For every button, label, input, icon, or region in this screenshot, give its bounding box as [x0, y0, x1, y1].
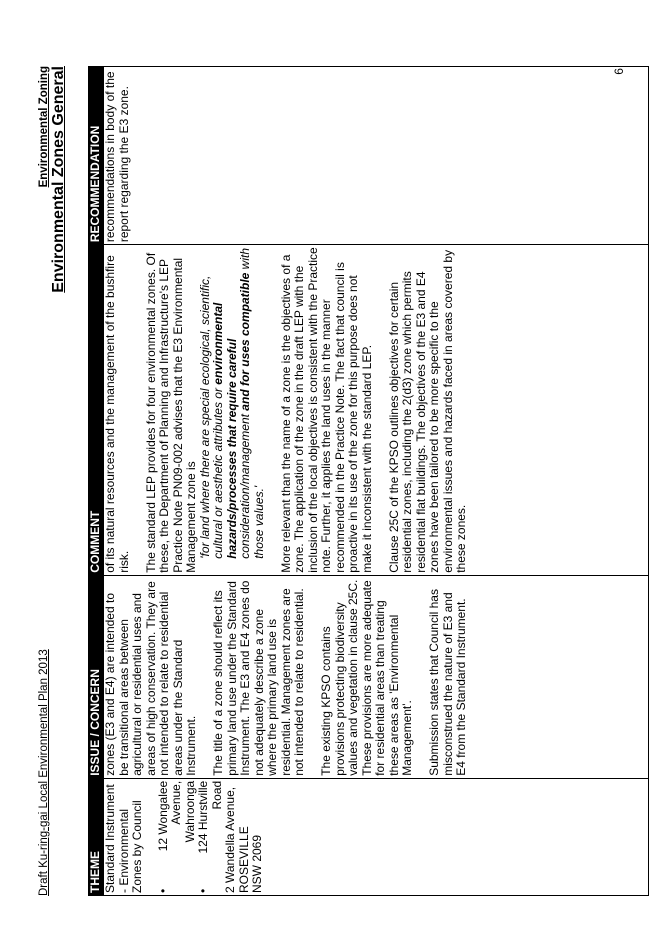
theme-address-list [157, 781, 225, 893]
theme-address-item: • 124 Hurstville Road [197, 781, 224, 893]
issue-cell [104, 575, 649, 778]
issue-paragraph: The title of a zone should reflect its primary land use under the Standard Instrument. The E3 and E4 zones do not adequately describe a zone where the primary land use is residential. Management zones are not intended to relate to residential. [211, 580, 306, 776]
comment-cell [104, 245, 649, 576]
document-title: Draft Ku-ring-gai Local Environmental Plan 2013 [38, 649, 50, 896]
theme-address-line: NSW 2069 [250, 834, 264, 893]
theme-address-line: 2 Wandella Avenue, [223, 786, 237, 893]
column-header-comment: COMMENT [89, 245, 104, 576]
theme-address-line: ROSEVILLE [236, 826, 251, 893]
comment-paragraph: The standard LEP provides for four environmental zones. Of these, the Department of Planning and Infrastructure's LEP Practice Note PN09-002 advises that the E3 Environmental Management zone is [143, 252, 198, 573]
column-header-issue: ISSUE / CONCERN [89, 575, 104, 778]
issue-paragraph: The existing KPSO contains provisions protecting biodiversity values and vegetation in clause 25C. These provisions are more adequate for residential areas than treating these areas as 'Environmental Management'. [319, 579, 414, 776]
quote-text: 'for land where there are special ecological, scientific, cultural or aesthetic attributes or [197, 275, 225, 559]
quote-emphasis: and for uses compatible [238, 272, 252, 411]
theme-address-item: • 12 Wongalee Avenue, Wahroonga [157, 781, 198, 893]
section-header [38, 66, 67, 293]
section-title: Environmental Zoning [38, 66, 50, 188]
issue-paragraph: zones (E3 and E4) are intended to be transitional areas between agricultural or residential uses and areas of high conservation. They are not intended to relate to residential areas under the Standard Instrument. [103, 581, 198, 776]
submissions-table [88, 66, 649, 896]
comment-paragraph: More relevant than the name of a zone is the objectives of a zone. The application of the zone in the draft LEP with the inclusion of the local objectives is consistent with the Practice note. Further, it applies the land uses in the manner recommended in the Practice Note. The fact that council is proactive in its use of the zone for this purpose does not make it inconsistent with the standard LEP. [278, 247, 374, 573]
recommendation-cell [104, 67, 649, 245]
comment-paragraph: of its natural resources and the management of the bushfire risk. [103, 255, 131, 573]
recommendation-text: recommendations in body of the report regarding the E3 zone. [103, 71, 131, 243]
column-header-recommendation: RECOMMENDATION [89, 67, 104, 245]
comment-quote [199, 247, 267, 559]
quote-text: consideration/management [238, 410, 252, 559]
quote-emphasis: environmental hazards/processes that require careful [211, 302, 239, 559]
table-row [104, 67, 649, 896]
theme-text: Standard Instrument - Environmental Zones by Council [103, 784, 144, 893]
quote-text: with those values.' [238, 247, 266, 559]
theme-cell [104, 778, 649, 895]
comment-paragraph: Clause 25C of the KPSO outlines objectives for certain residential zones, including the 2(d3) zone which permits residential flat buildings. The objectives of the E3 and E4 zones have been tailored to be more specific to the environmental issues and hazards faced in areas covered by these zones. [386, 249, 468, 573]
column-header-theme: THEME [89, 778, 104, 895]
subsection-title: Environmental Zones General [50, 66, 67, 293]
table-header-row [89, 67, 104, 896]
page-number: 6 [612, 68, 626, 75]
issue-paragraph: Submission states that Council has misconstrued the nature of E3 and E4 from the Standard Instrument. [427, 589, 468, 776]
